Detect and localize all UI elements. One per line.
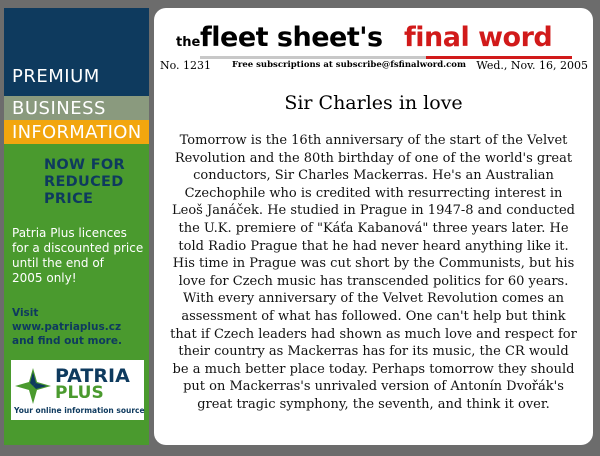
article-line: put on Mackerras's unrivaled version of Antonín Dvořák's: [183, 379, 564, 395]
article-line: that if Czech leaders had shown as much love and respect for: [170, 326, 577, 342]
article-line: love for Czech music has transcended politics for 60 years.: [178, 273, 569, 289]
masthead-the: the: [176, 35, 201, 50]
article-headline: Sir Charles in love: [284, 92, 463, 114]
article-body: [168, 132, 579, 414]
ad-body-text: [12, 226, 145, 286]
masthead-fleet-sheet: fleet sheet's: [200, 22, 383, 53]
logo-tagline: Your online information source: [14, 406, 145, 415]
article-line: Revolution and the 80th birthday of one of the world's great: [174, 150, 573, 166]
ad-visit-link[interactable]: [12, 306, 147, 348]
article-line: His time in Prague was cut short by the Communists, but his: [172, 256, 575, 272]
patria-plus-ad[interactable]: [4, 8, 149, 445]
ad-headline-line: NOW FOR: [44, 157, 126, 173]
ad-information-label: INFORMATION: [4, 120, 149, 144]
article-line: Czechophile who is credited with resurrecting interest in: [184, 185, 563, 201]
article-line: be a much better place today. Perhaps tomorrow they should: [172, 361, 575, 377]
ad-premium-label: PREMIUM: [12, 66, 100, 87]
article-line: conductors, Sir Charles Mackerras. He's an Australian: [193, 168, 554, 184]
ad-body-line: until the end of: [12, 256, 104, 270]
article-line: Tomorrow is the 16th anniversary of the start of the Velvet: [179, 133, 568, 148]
article-line: great tragic symphony, the seventh, and think it over.: [197, 396, 550, 412]
article-line: their country as Mackerras has for its music, the CR would: [178, 344, 569, 360]
issue-date: Wed., Nov. 16, 2005: [476, 59, 588, 72]
article-line: With every anniversary of the Velvet Revolution comes an: [182, 291, 565, 307]
article-line: assessment of what has followed. One can't help but think: [181, 308, 566, 324]
article-line: Leoš Janáček. He studied in Prague in 1947-8 and conducted: [172, 203, 575, 219]
article-line: the U.K. premiere of "Káťa Kabanová" three years later. He: [178, 220, 569, 236]
subscribe-link[interactable]: Free subscriptions at subscribe@fsfinalword.com: [232, 60, 466, 70]
patria-plus-logo[interactable]: [11, 360, 144, 420]
ad-visit-line: and find out more.: [12, 335, 122, 347]
logo-plus: PLUS: [55, 383, 104, 403]
ad-top-band: [4, 8, 149, 96]
ad-body-line: 2005 only!: [12, 271, 77, 285]
ad-body-line: Patria Plus licences: [12, 226, 127, 240]
article-panel: [154, 8, 593, 445]
ad-visit-line: Visit www.patriaplus.cz: [12, 307, 122, 333]
masthead-final-word: final word: [404, 22, 553, 53]
article-line: told Radio Prague that he had never heard anything like it.: [178, 238, 569, 254]
issue-number: No. 1231: [160, 59, 212, 72]
ad-headline-line: REDUCED: [44, 174, 124, 190]
logo-name: PATRIA: [55, 365, 130, 387]
ad-business-label: BUSINESS: [4, 96, 149, 120]
masthead: [176, 18, 576, 58]
ad-body-line: for a discounted price: [12, 241, 144, 255]
issue-meta-bar: [160, 59, 588, 73]
ad-headline-line: PRICE: [44, 191, 94, 207]
ad-headline: [44, 157, 149, 208]
patria-star-icon: [15, 368, 51, 404]
